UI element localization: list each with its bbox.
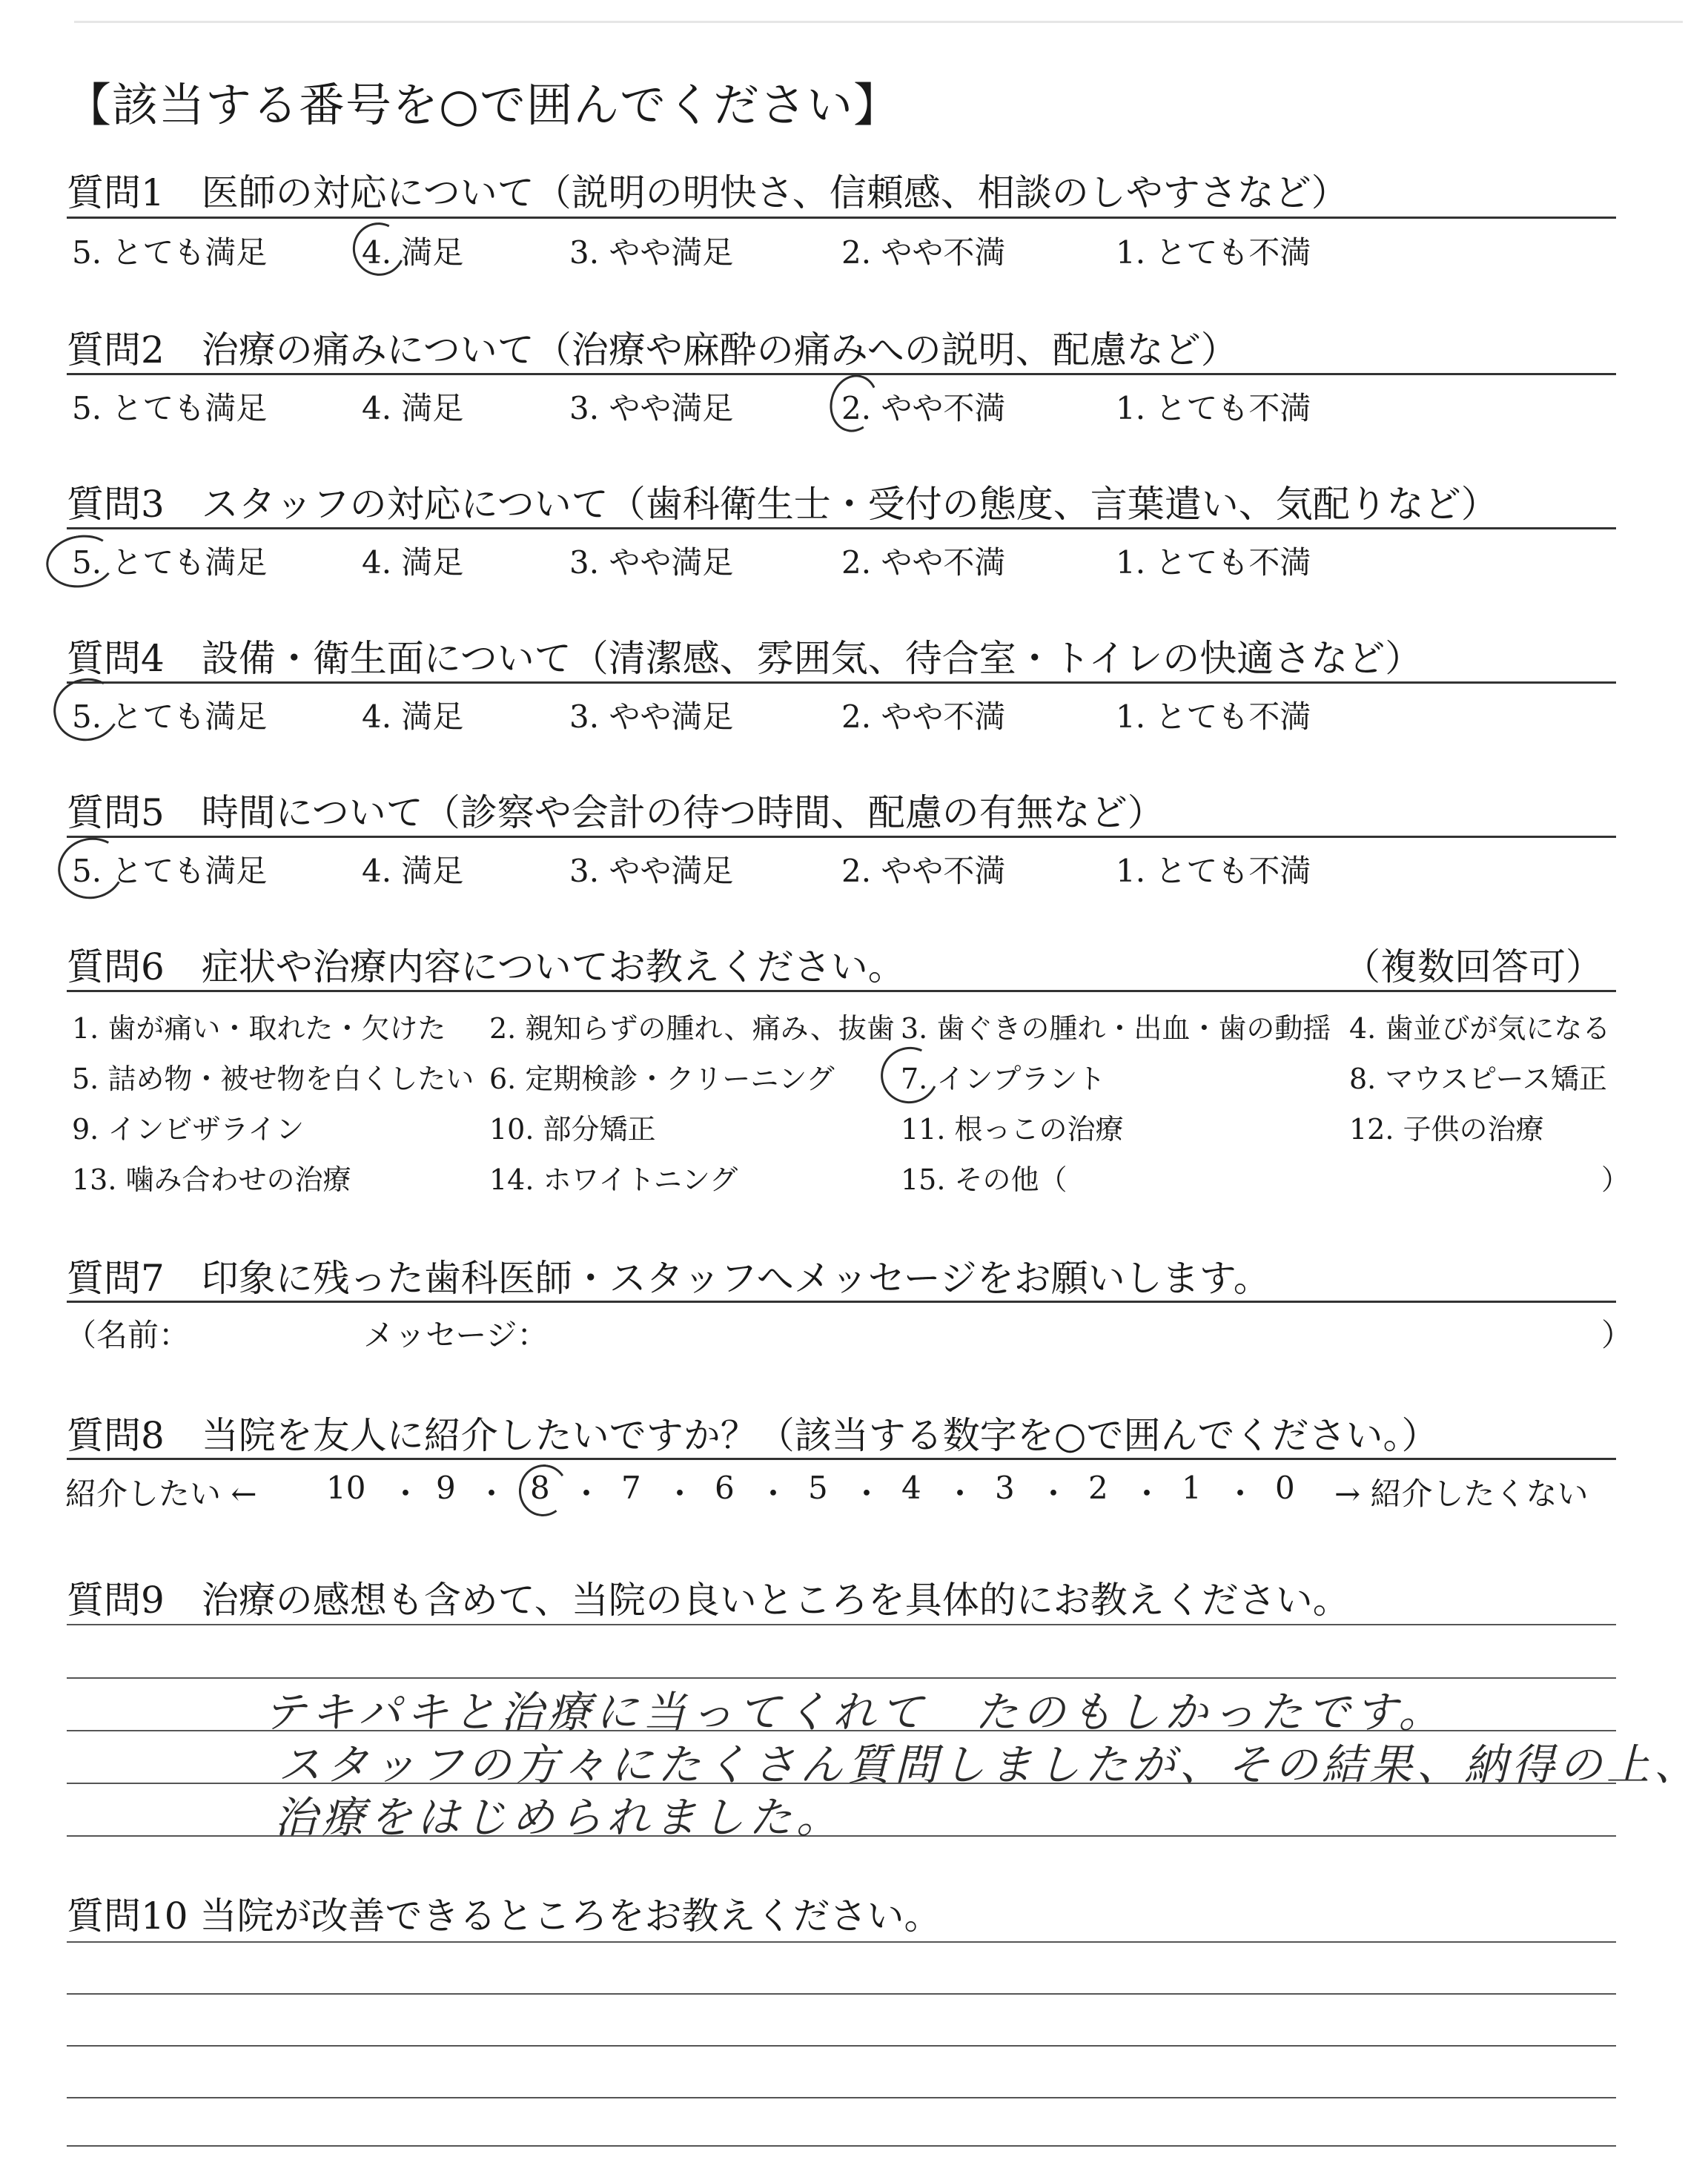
q6-item-11[interactable]: 11. 根っこの治療 (901, 1113, 1124, 1146)
q8-rule (67, 1458, 1616, 1460)
q2-option-4[interactable]: 4. 満足 (362, 390, 464, 426)
q3-option-2[interactable]: 2. やや不満 (841, 544, 1006, 581)
q8-scale-3[interactable]: 3 (995, 1470, 1015, 1506)
q8-title: 質問8 当院を友人に紹介したいですか？（該当する数字を○で囲んでください。） (67, 1414, 1439, 1457)
q3-rule (67, 527, 1616, 529)
q2-option-1[interactable]: 1. とても不満 (1116, 390, 1311, 426)
q1-title: 質問1 医師の対応について（説明の明快さ、信頼感、相談のしやすさなど） (67, 171, 1348, 214)
q9-answer-line-3: 治療をはじめられました。 (274, 1792, 844, 1843)
q1-option-1[interactable]: 1. とても不満 (1116, 234, 1311, 271)
q6-title: 質問6 症状や治療内容についてお教えください。 (67, 945, 905, 988)
q9-answer-line-1: テキパキと治療に当ってくれて たのもしかったです。 (263, 1687, 1446, 1737)
q6-item-10[interactable]: 10. 部分矯正 (489, 1113, 656, 1146)
q8-dot: ・ (758, 1476, 790, 1512)
q6-note: （複数回答可） (1343, 945, 1603, 988)
q1-option-3[interactable]: 3. やや満足 (569, 234, 734, 271)
q10-writing-line (67, 2097, 1616, 2098)
q3-option-1[interactable]: 1. とても不満 (1116, 544, 1311, 581)
q8-scale-10[interactable]: 10 (326, 1470, 366, 1506)
q3-option-5[interactable]: 5. とても満足 (72, 544, 268, 581)
q6-item-9[interactable]: 9. インビザライン (72, 1113, 305, 1146)
form-heading: 【該当する番号を○で囲んでください】 (65, 78, 901, 132)
q8-dot: ・ (476, 1476, 508, 1512)
q6-item-14[interactable]: 14. ホワイトニング (489, 1163, 738, 1196)
q4-title: 質問4 設備・衛生面について（清潔感、雰囲気、待合室・トイレの快適さなど） (67, 637, 1423, 680)
q1-option-5[interactable]: 5. とても満足 (72, 234, 268, 271)
q8-dot: ・ (944, 1476, 976, 1512)
q9-writing-line (67, 1624, 1616, 1625)
q8-scale-6[interactable]: 6 (715, 1470, 735, 1506)
q5-title: 質問5 時間について（診察や会計の待つ時間、配慮の有無など） (67, 791, 1165, 834)
q4-option-2[interactable]: 2. やや不満 (841, 698, 1006, 735)
q7-title: 質問7 印象に残った歯科医師・スタッフへメッセージをお願いします。 (67, 1257, 1271, 1300)
q8-scale-5[interactable]: 5 (808, 1470, 828, 1506)
q6-item-15-close: ） (1601, 1163, 1630, 1196)
q8-dot: ・ (851, 1476, 883, 1512)
q8-dot: ・ (390, 1476, 422, 1512)
q2-option-5[interactable]: 5. とても満足 (72, 390, 268, 426)
q8-left-label: 紹介したい ← (65, 1476, 257, 1512)
q3-option-3[interactable]: 3. やや満足 (569, 544, 734, 581)
q8-scale-9[interactable]: 9 (436, 1470, 456, 1506)
q1-rule (67, 217, 1616, 219)
q6-item-1[interactable]: 1. 歯が痛い・取れた・欠けた (72, 1012, 446, 1045)
q6-item-12[interactable]: 12. 子供の治療 (1349, 1113, 1544, 1146)
q8-scale-7[interactable]: 7 (621, 1470, 641, 1506)
q8-dot: ・ (1225, 1476, 1257, 1512)
q3-option-4[interactable]: 4. 満足 (362, 544, 464, 581)
q6-item-2[interactable]: 2. 親知らずの腫れ、痛み、抜歯 (489, 1012, 895, 1045)
q9-answer-line-2: スタッフの方々にたくさん質問しましたが、その結果、納得の上、 (278, 1740, 1702, 1790)
q5-rule (67, 836, 1616, 838)
q7-close: ） (1601, 1317, 1633, 1353)
q5-option-1[interactable]: 1. とても不満 (1116, 853, 1311, 889)
q8-dot: ・ (1131, 1476, 1163, 1512)
q7-rule (67, 1301, 1616, 1303)
q5-option-4[interactable]: 4. 満足 (362, 853, 464, 889)
q8-dot: ・ (664, 1476, 696, 1512)
q6-answer-circle (873, 1039, 946, 1112)
q8-scale-2[interactable]: 2 (1088, 1470, 1108, 1506)
q10-writing-line (67, 1993, 1616, 1995)
q4-rule (67, 681, 1616, 684)
q3-title: 質問3 スタッフの対応について（歯科衛生士・受付の態度、言葉遣い、気配りなど） (67, 483, 1498, 526)
q7-name-label: （名前： (65, 1317, 191, 1353)
q5-option-2[interactable]: 2. やや不満 (841, 853, 1006, 889)
q7-message-label: メッセージ： (363, 1317, 549, 1353)
q5-option-3[interactable]: 3. やや満足 (569, 853, 734, 889)
q4-option-4[interactable]: 4. 満足 (362, 698, 464, 735)
q2-title: 質問2 治療の痛みについて（治療や麻酔の痛みへの説明、配慮など） (67, 328, 1238, 371)
q10-title: 質問10 当院が改善できるところをお教えください。 (67, 1895, 941, 1938)
q8-answer-circle (514, 1461, 572, 1520)
q8-dot: ・ (1038, 1476, 1070, 1512)
q8-scale-1[interactable]: 1 (1182, 1470, 1202, 1506)
q9-title: 質問9 治療の感想も含めて、当院の良いところを具体的にお教えください。 (67, 1579, 1350, 1622)
q6-item-8[interactable]: 8. マウスピース矯正 (1349, 1063, 1607, 1095)
q6-item-4[interactable]: 4. 歯並びが気になる (1349, 1012, 1611, 1045)
q10-writing-line (67, 2145, 1616, 2147)
q2-option-2[interactable]: 2. やや不満 (841, 390, 1006, 426)
q5-answer-circle (51, 830, 131, 906)
q10-writing-line (67, 1941, 1616, 1943)
q1-option-4[interactable]: 4. 満足 (362, 234, 464, 271)
q10-writing-line (67, 2045, 1616, 2047)
q6-item-3[interactable]: 3. 歯ぐきの腫れ・出血・歯の動揺 (901, 1012, 1331, 1045)
q6-item-5[interactable]: 5. 詰め物・被せ物を白くしたい (72, 1063, 474, 1095)
q8-scale-8[interactable]: 8 (530, 1470, 550, 1506)
q2-rule (67, 373, 1616, 375)
scan-top-edge (74, 21, 1683, 23)
q6-item-15[interactable]: 15. その他（ (901, 1163, 1068, 1196)
q8-scale-4[interactable]: 4 (901, 1470, 921, 1506)
q5-option-5[interactable]: 5. とても満足 (72, 853, 268, 889)
q6-item-13[interactable]: 13. 噛み合わせの治療 (72, 1163, 351, 1196)
q8-dot: ・ (571, 1476, 603, 1512)
q1-option-2[interactable]: 2. やや不満 (841, 234, 1006, 271)
q4-option-3[interactable]: 3. やや満足 (569, 698, 734, 735)
q4-option-1[interactable]: 1. とても不満 (1116, 698, 1311, 735)
q1-answer-circle (345, 215, 412, 283)
q4-option-5[interactable]: 5. とても満足 (72, 698, 268, 735)
q8-right-label: → 紹介したくない (1334, 1476, 1589, 1512)
q6-rule (67, 990, 1616, 992)
q6-item-7[interactable]: 7. インプラント (901, 1063, 1106, 1095)
q6-item-6[interactable]: 6. 定期検診・クリーニング (489, 1063, 835, 1095)
q2-option-3[interactable]: 3. やや満足 (569, 390, 734, 426)
q8-scale-0[interactable]: 0 (1275, 1470, 1295, 1506)
